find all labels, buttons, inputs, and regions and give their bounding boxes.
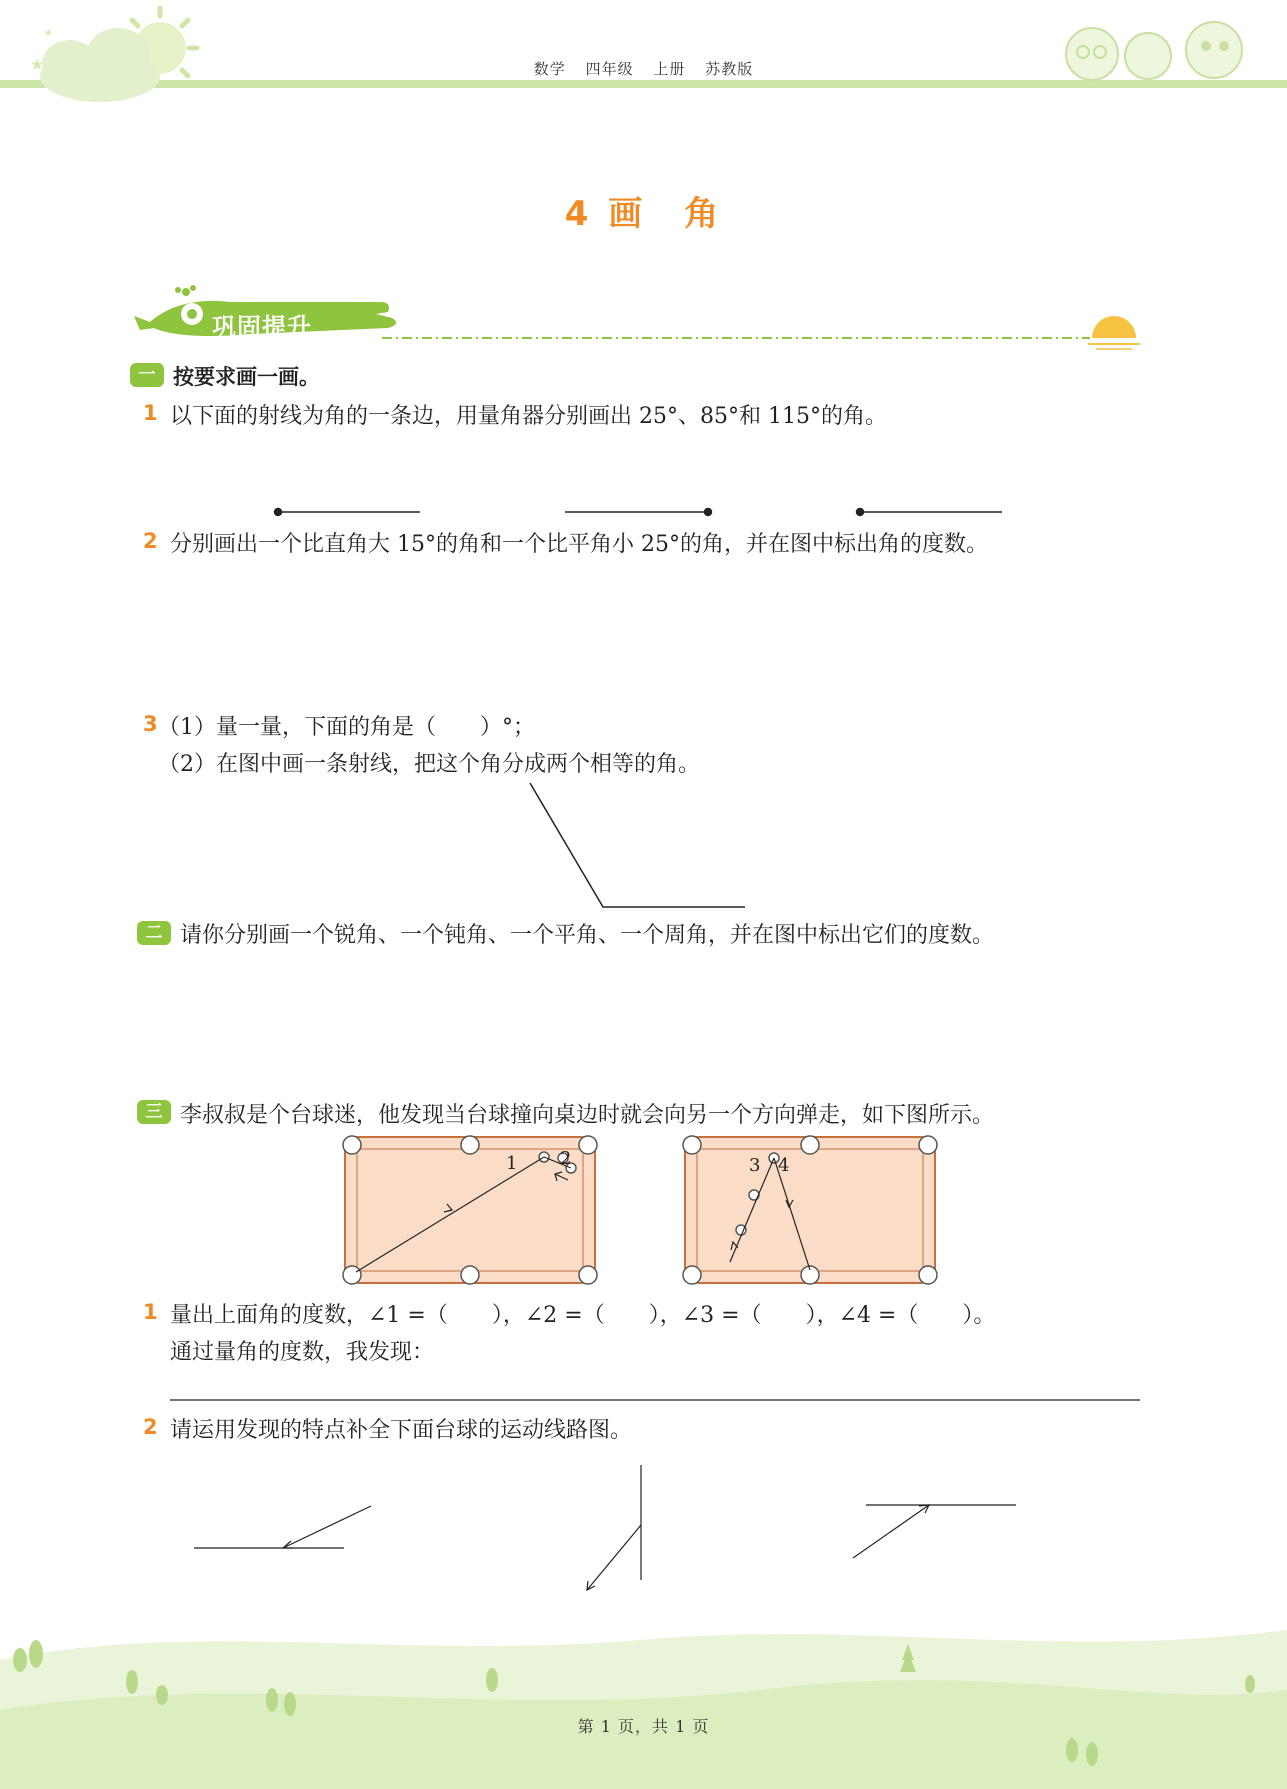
header-subject: 数学 — [533, 60, 566, 78]
section1-heading: 按要求画一画。 — [173, 365, 320, 389]
header-edition: 苏教版 — [705, 60, 754, 78]
s1-q2-text: 分别画出一个比直角大 15°的角和一个比平角小 25°的角，并在图中标出角的度数。 — [170, 532, 988, 557]
angle-label-4: 4 — [778, 1155, 790, 1176]
s1-q3-line2: （2）在图中画一条射线，把这个角分成两个相等的角。 — [158, 752, 700, 777]
section3-text: 李叔叔是个台球迷，他发现当台球撞向桌边时就会向另一个方向弹走，如下图所示。 — [180, 1103, 995, 1128]
footer-landscape — [0, 1600, 1287, 1789]
s3-q1-line1: 量出上面角的度数，∠1 =（ ），∠2 =（ ），∠3 =（ ），∠4 =（ ）。 — [170, 1303, 996, 1328]
section1-badge: 一 — [130, 363, 164, 387]
svg-text:★: ★ — [30, 55, 45, 74]
angle-label-2: 2 — [560, 1148, 572, 1169]
s3-q2-text: 请运用发现的特点补全下面台球的运动线路图。 — [170, 1418, 633, 1443]
s3-q1-line2: 通过量角的度数，我发现： — [170, 1340, 435, 1365]
s3-q2-number: 2 — [143, 1415, 158, 1439]
section3-badge: 三 — [137, 1100, 171, 1124]
page-footer: 第 1 页，共 1 页 — [577, 1717, 710, 1736]
header-grade: 四年级 — [585, 60, 634, 78]
s1-q1-number: 1 — [143, 401, 158, 425]
s1-q3-line1: （1）量一量，下面的角是（ ）°； — [158, 715, 535, 740]
angle-label-3: 3 — [749, 1155, 761, 1176]
page-title: 4 画 角 — [564, 194, 723, 234]
banner-label: 巩固提升 — [212, 313, 312, 341]
section2-badge: 二 — [137, 921, 171, 945]
angle-label-1: 1 — [506, 1153, 518, 1174]
s1-q1-text: 以下面的射线为角的一条边，用量角器分别画出 25°、85°和 115°的角。 — [170, 404, 887, 429]
svg-text:★: ★ — [44, 28, 53, 39]
s3-q1-number: 1 — [143, 1300, 158, 1324]
section2-text: 请你分别画一个锐角、一个钝角、一个平角、一个周角，并在图中标出它们的度数。 — [180, 923, 995, 948]
s1-q2-number: 2 — [143, 529, 158, 553]
header-volume: 上册 — [653, 60, 686, 78]
s1-q3-number: 3 — [143, 712, 158, 736]
